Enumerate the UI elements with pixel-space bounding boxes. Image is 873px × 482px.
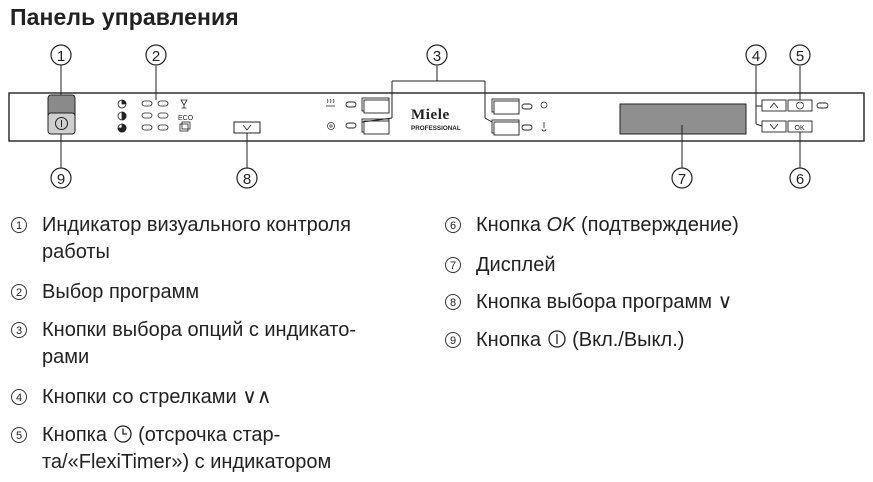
legend-item-1: [11, 212, 431, 272]
svg-text:4: 4: [751, 48, 761, 65]
callout-1: [51, 45, 71, 65]
timer-indicator: [817, 103, 828, 108]
legend-number: 2: [11, 284, 27, 300]
legend-text: Кнопка выбора программ ∨: [476, 291, 733, 313]
page-title: Панель управления: [10, 4, 239, 30]
legend-text: Дисплей: [476, 254, 556, 276]
legend-number: 1: [11, 217, 27, 233]
ok-button-label: OK: [794, 125, 805, 132]
callout-9: [51, 168, 71, 188]
svg-text:8: 8: [242, 171, 252, 188]
callout-3: [427, 45, 447, 65]
power-icon: [547, 329, 567, 349]
svg-text:5: 5: [795, 48, 805, 65]
callout-2: [146, 45, 166, 65]
legend-text: Кнопки со стрелками ∨∧: [42, 386, 272, 408]
legend-number: 8: [445, 294, 461, 310]
legend-number: 3: [11, 322, 27, 338]
program-select-button: [234, 122, 260, 133]
legend-text: Кнопка OK (подтверждение): [476, 214, 739, 236]
legend-text: Кнопка (Вкл./Выкл.): [476, 329, 685, 351]
brand-subtitle: PROFESSIONAL: [411, 125, 461, 132]
legend-number: 5: [11, 427, 27, 443]
legend-text: Кнопки выбора опций с индикато- рами: [42, 319, 357, 368]
callout-5: [790, 45, 810, 65]
callout-6: [790, 168, 810, 188]
svg-text:3: 3: [432, 48, 442, 65]
control-panel-diagram: [0, 0, 873, 200]
legend-text: Кнопка (отсрочка стар- та/«FlexiTimer») с индикатором: [42, 424, 332, 473]
callout-8: [237, 168, 257, 188]
legend-item-6: [445, 212, 865, 242]
callout-4: [746, 45, 766, 65]
legend-text: Индикатор визуального контроля работы: [42, 214, 351, 263]
legend-item-8: [445, 289, 865, 319]
legend-item-9: [445, 327, 865, 357]
callout-7: [672, 168, 692, 188]
svg-text:2: 2: [151, 48, 161, 65]
legend-text: Выбор программ: [42, 281, 200, 303]
arrow-down-button: [762, 121, 786, 132]
legend-number: 6: [445, 217, 461, 233]
legend-number: 4: [11, 389, 27, 405]
legend-item-7: [445, 252, 865, 282]
clock-icon: [113, 424, 133, 444]
legend-item-4: [11, 384, 431, 414]
legend-item-5: [11, 422, 431, 480]
svg-text:6: 6: [795, 171, 805, 188]
brand-logo: Miele: [411, 107, 450, 123]
eco-label: ECO: [178, 115, 194, 122]
svg-text:7: 7: [677, 171, 687, 188]
legend-number: 7: [445, 257, 461, 273]
legend-number: 9: [445, 332, 461, 348]
display-screen: [620, 104, 746, 134]
svg-text:9: 9: [56, 171, 66, 188]
arrow-up-button: [762, 100, 786, 111]
legend-item-3: [11, 317, 431, 377]
legend-item-2: [11, 279, 431, 309]
svg-text:1: 1: [56, 48, 66, 65]
